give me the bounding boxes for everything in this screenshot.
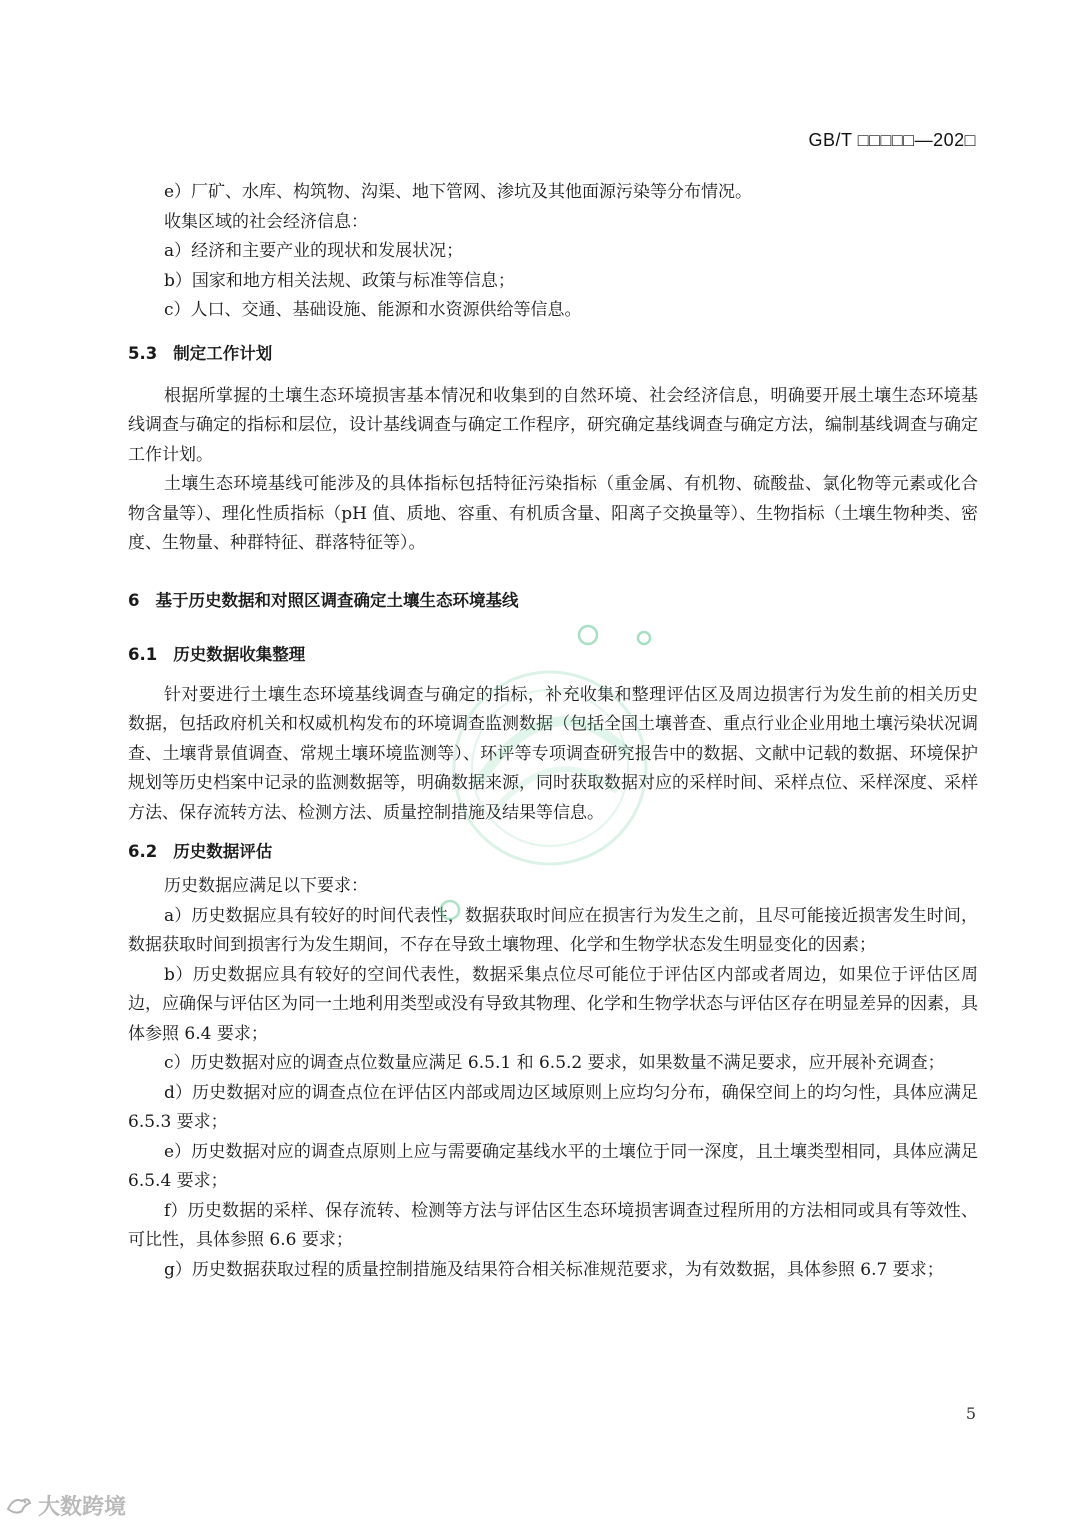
section-heading [128, 643, 978, 667]
standard-code-header: GB/T □□□□□—202□ [808, 130, 976, 150]
paragraph: 收集区域的社会经济信息： [164, 211, 368, 232]
paragraph: c）人口、交通、基础设施、能源和水资源供给等信息。 [164, 300, 582, 320]
page-number: 5 [965, 1404, 976, 1423]
section-heading [128, 342, 978, 366]
paragraph: b）历史数据应具有较好的空间代表性，数据采集点位尽可能位于评估区内部或者周边，如果位于评估区周边，应确保与评估区为同一土地利用类型或没有导致其物理、化学和生物学状态与评估区存在明显差异的因素，具体参照 6.4 要求； [128, 964, 978, 1044]
brand-label: 大数跨境 [38, 1495, 127, 1520]
section-heading [128, 840, 978, 864]
paragraph: b）国家和地方相关法规、政策与标准等信息； [164, 270, 515, 291]
paragraph: f）历史数据的采样、保存流转、检测等方法与评估区生态环境损害调查过程所用的方法相同或具有等效性、可比性，具体参照 6.6 要求； [128, 1200, 978, 1250]
section-title: 制定工作计划 [173, 343, 273, 363]
section-number: 6 [128, 590, 140, 610]
section-title: 基于历史数据和对照区调查确定土壤生态环境基线 [155, 590, 519, 610]
bird-logo-icon [6, 1495, 32, 1517]
paragraph: 历史数据应满足以下要求： [164, 876, 368, 896]
section-title: 历史数据收集整理 [173, 644, 306, 664]
section-number: 5.3 [128, 343, 158, 363]
paragraph: g）历史数据获取过程的质量控制措施及结果符合相关标准规范要求，为有效数据，具体参照 6.7 要求； [164, 1259, 944, 1280]
document-body [128, 178, 978, 1285]
section-number: 6.2 [128, 842, 158, 861]
paragraph: a）经济和主要产业的现状和发展状况； [164, 241, 464, 261]
paragraph: d）历史数据对应的调查点位在评估区内部或周边区域原则上应均匀分布，确保空间上的均匀性，具体应满足 6.5.3 要求； [128, 1082, 978, 1132]
paragraph: a）历史数据应具有较好的时间代表性，数据获取时间应在损害行为发生之前，且尽可能接近损害发生时间，数据获取时间到损害行为发生期间，不存在导致土壤物理、化学和生物学状态发生明显变化的因素； [128, 905, 978, 955]
paragraph: e）历史数据对应的调查点原则上应与需要确定基线水平的土壤位于同一深度，且土壤类型相同，具体应满足 6.5.4 要求； [128, 1141, 978, 1191]
section-title: 历史数据评估 [173, 842, 273, 861]
paragraph: e）厂矿、水库、构筑物、沟渠、地下管网、渗坑及其他面源污染等分布情况。 [164, 182, 753, 202]
paragraph: 根据所掌握的土壤生态环境损害基本情况和收集到的自然环境、社会经济信息，明确要开展土壤生态环境基线调查与确定的指标和层位，设计基线调查与确定工作程序，研究确定基线调查与确定方法，编制基线调查与确定工作计划。 [128, 385, 978, 465]
section-heading [128, 589, 978, 613]
brand-watermark [6, 1490, 126, 1521]
section-number: 6.1 [128, 644, 158, 664]
paragraph: c）历史数据对应的调查点位数量应满足 6.5.1 和 6.5.2 要求，如果数量不满足要求，应开展补充调查； [164, 1053, 945, 1073]
paragraph: 针对要进行土壤生态环境基线调查与确定的指标，补充收集和整理评估区及周边损害行为发生前的相关历史数据，包括政府机关和权威机构发布的环境调查监测数据（包括全国土壤普查、重点行业企业用地土壤污染状况调查、土壤背景值调查、常规土壤环境监测等）、环评等专项调查研究报告中的数据、文献中记载的数据、环境保护规划等历史档案中记录的监测数据等，明确数据来源，同时获取数据对应的采样时间、采样点位、采样深度、采样方法、保存流转方法、检测方法、质量控制措施及结果等信息。 [128, 684, 978, 823]
paragraph: 土壤生态环境基线可能涉及的具体指标包括特征污染指标（重金属、有机物、硫酸盐、氯化物等元素或化合物含量等）、理化性质指标（pH 值、质地、容重、有机质含量、阳离子交换量等）、生物指标（土壤生物种类、密度、生物量、种群特征、群落特征等）。 [128, 474, 978, 553]
